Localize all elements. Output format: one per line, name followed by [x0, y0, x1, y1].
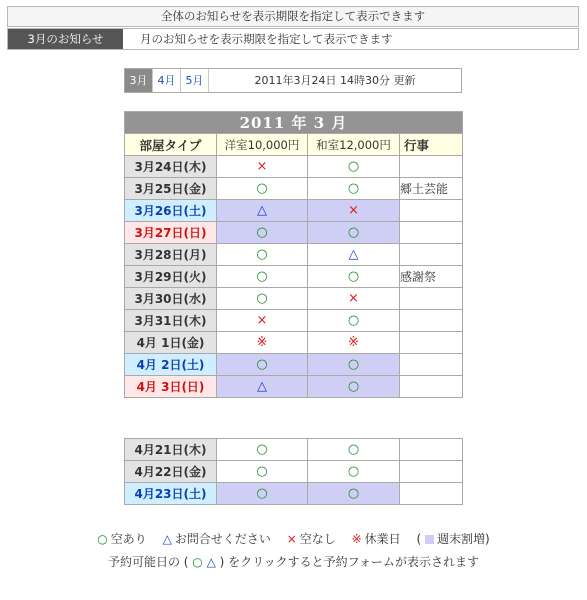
western-availability-mark[interactable]: ○: [256, 464, 268, 479]
inquire-symbol-icon: △: [162, 532, 172, 546]
holiday-symbol-icon: ※: [351, 532, 362, 546]
japanese-availability-cell[interactable]: [308, 376, 400, 398]
date-cell: 3月29日(火): [125, 266, 217, 288]
available-symbol-icon: ○: [97, 532, 108, 546]
western-availability-mark[interactable]: △: [257, 203, 267, 218]
japanese-availability-mark[interactable]: ○: [347, 464, 360, 479]
western-availability-cell[interactable]: [217, 354, 308, 376]
western-availability-mark: ×: [256, 159, 268, 174]
western-availability-cell[interactable]: [217, 461, 308, 483]
japanese-availability-cell[interactable]: [308, 178, 400, 200]
tab-march[interactable]: 3月: [125, 69, 153, 92]
western-availability-mark[interactable]: ○: [256, 247, 268, 262]
event-cell: [400, 461, 463, 483]
event-cell: [400, 244, 463, 266]
japanese-availability-cell: [308, 288, 400, 310]
western-availability-cell[interactable]: [217, 178, 308, 200]
header-event: 行事: [400, 134, 463, 156]
legend-full-label: 空なし: [299, 532, 336, 546]
legend-full: [287, 532, 336, 546]
legend-inquire: [163, 532, 271, 546]
japanese-availability-mark[interactable]: ○: [347, 313, 360, 328]
japanese-availability-cell[interactable]: [308, 354, 400, 376]
western-availability-cell[interactable]: [217, 439, 308, 461]
date-cell: 3月25日(金): [125, 178, 217, 200]
tab-april[interactable]: 4月: [153, 69, 181, 92]
date-cell: 3月24日(木): [125, 156, 217, 178]
legend: [0, 530, 587, 547]
calendar-row: [125, 222, 463, 244]
date-cell: 4月22日(金): [125, 461, 217, 483]
event-cell: [400, 222, 463, 244]
date-cell: 4月 2日(土): [125, 354, 217, 376]
western-availability-cell[interactable]: [217, 483, 308, 505]
date-cell: 3月28日(月): [125, 244, 217, 266]
western-availability-mark[interactable]: ○: [256, 357, 268, 372]
header-western-room: 洋室10,000円: [217, 134, 308, 156]
calendar-row: [125, 288, 463, 310]
event-cell: [400, 376, 463, 398]
japanese-availability-mark[interactable]: ○: [347, 225, 360, 240]
japanese-availability-cell[interactable]: [308, 439, 400, 461]
japanese-availability-mark: ※: [348, 335, 359, 350]
western-availability-cell[interactable]: [217, 376, 308, 398]
note-after: ) をクリックすると予約フォームが表示されます: [219, 555, 480, 569]
month-notice-text: 月のお知らせを表示期限を指定して表示できます: [140, 32, 393, 46]
western-availability-cell: [217, 332, 308, 354]
japanese-availability-cell: [308, 200, 400, 222]
event-cell: [400, 354, 463, 376]
month-navigation: [124, 68, 462, 93]
calendar-row: [125, 354, 463, 376]
western-availability-cell: [217, 310, 308, 332]
availability-calendar-continued: [124, 438, 463, 505]
calendar-row: [125, 310, 463, 332]
japanese-availability-cell[interactable]: [308, 266, 400, 288]
date-cell: 3月30日(水): [125, 288, 217, 310]
western-availability-cell[interactable]: [217, 266, 308, 288]
legend-close-paren: ): [485, 532, 490, 546]
japanese-availability-mark[interactable]: ○: [347, 486, 360, 501]
legend-inquire-label: お問合せください: [174, 532, 271, 546]
available-symbol-icon: ○: [192, 555, 203, 569]
calendar-row: [125, 266, 463, 288]
japanese-availability-mark[interactable]: ○: [347, 442, 360, 457]
western-availability-cell[interactable]: [217, 244, 308, 266]
event-cell: [400, 439, 463, 461]
calendar-row: [125, 332, 463, 354]
event-cell: 郷土芸能: [400, 178, 463, 200]
calendar-row: [125, 461, 463, 483]
western-availability-mark[interactable]: ○: [256, 486, 268, 501]
legend-available: [97, 532, 147, 546]
date-cell: 3月27日(日): [125, 222, 217, 244]
tab-may[interactable]: 5月: [181, 69, 209, 92]
legend-available-label: 空あり: [110, 532, 147, 546]
western-availability-cell[interactable]: [217, 288, 308, 310]
calendar-row: [125, 439, 463, 461]
western-availability-cell[interactable]: [217, 222, 308, 244]
japanese-availability-mark[interactable]: ○: [347, 379, 360, 394]
japanese-availability-cell[interactable]: [308, 222, 400, 244]
global-notice-bar: [7, 6, 579, 27]
calendar-row: [125, 200, 463, 222]
western-availability-mark[interactable]: ○: [256, 442, 268, 457]
calendar-row: [125, 376, 463, 398]
western-availability-cell[interactable]: [217, 200, 308, 222]
note-before: 予約可能日の (: [107, 555, 189, 569]
event-cell: [400, 156, 463, 178]
global-notice-text: 全体のお知らせを表示期限を指定して表示できます: [160, 9, 426, 23]
western-availability-mark[interactable]: ○: [256, 181, 268, 196]
japanese-availability-cell[interactable]: [308, 244, 400, 266]
legend-open-paren: (: [416, 532, 422, 546]
event-cell: [400, 310, 463, 332]
header-room-type: 部屋タイプ: [125, 134, 217, 156]
western-availability-cell: [217, 156, 308, 178]
legend-weekend: [417, 532, 490, 546]
western-availability-mark[interactable]: ○: [256, 291, 268, 306]
last-updated: 2011年3月24日 14時30分 更新: [254, 74, 416, 87]
calendar-row: [125, 178, 463, 200]
japanese-availability-mark[interactable]: ○: [347, 269, 360, 284]
date-cell: 3月26日(土): [125, 200, 217, 222]
date-cell: 4月 1日(金): [125, 332, 217, 354]
japanese-availability-mark[interactable]: △: [348, 247, 359, 262]
event-cell: [400, 200, 463, 222]
event-cell: [400, 483, 463, 505]
header-japanese-room: 和室12,000円: [308, 134, 400, 156]
japanese-availability-cell[interactable]: [308, 483, 400, 505]
japanese-availability-cell[interactable]: [308, 156, 400, 178]
calendar-row: [125, 156, 463, 178]
japanese-availability-mark[interactable]: ○: [347, 357, 360, 372]
japanese-availability-mark: ×: [348, 291, 359, 306]
western-availability-mark[interactable]: ○: [256, 225, 268, 240]
western-availability-mark[interactable]: △: [257, 379, 267, 394]
western-availability-mark: ※: [256, 335, 268, 350]
date-cell: 4月 3日(日): [125, 376, 217, 398]
date-cell: 4月21日(木): [125, 439, 217, 461]
date-cell: 3月31日(木): [125, 310, 217, 332]
japanese-availability-mark[interactable]: ○: [347, 159, 360, 174]
japanese-availability-cell[interactable]: [308, 461, 400, 483]
japanese-availability-mark: ×: [348, 203, 359, 218]
event-cell: [400, 332, 463, 354]
calendar-row: [125, 244, 463, 266]
japanese-availability-mark[interactable]: ○: [347, 181, 360, 196]
legend-weekend-label: 週末割増: [437, 532, 486, 546]
legend-holiday-label: 休業日: [364, 532, 401, 546]
western-availability-mark[interactable]: ○: [256, 269, 268, 284]
western-availability-mark: ×: [256, 313, 268, 328]
availability-calendar: [124, 111, 463, 398]
month-notice-label: 3月のお知らせ: [8, 29, 123, 49]
full-symbol-icon: ×: [286, 532, 297, 546]
calendar-row: [125, 483, 463, 505]
inquire-symbol-icon: △: [206, 555, 216, 569]
event-cell: [400, 288, 463, 310]
weekend-swatch-icon: [425, 535, 434, 544]
japanese-availability-cell: [308, 332, 400, 354]
event-cell: 感謝祭: [400, 266, 463, 288]
booking-instruction: [0, 553, 587, 570]
legend-holiday: [352, 532, 401, 546]
calendar-title: 2011 年 3 月: [125, 112, 463, 134]
date-cell: 4月23日(土): [125, 483, 217, 505]
month-notice-bar: [7, 28, 579, 50]
japanese-availability-cell[interactable]: [308, 310, 400, 332]
